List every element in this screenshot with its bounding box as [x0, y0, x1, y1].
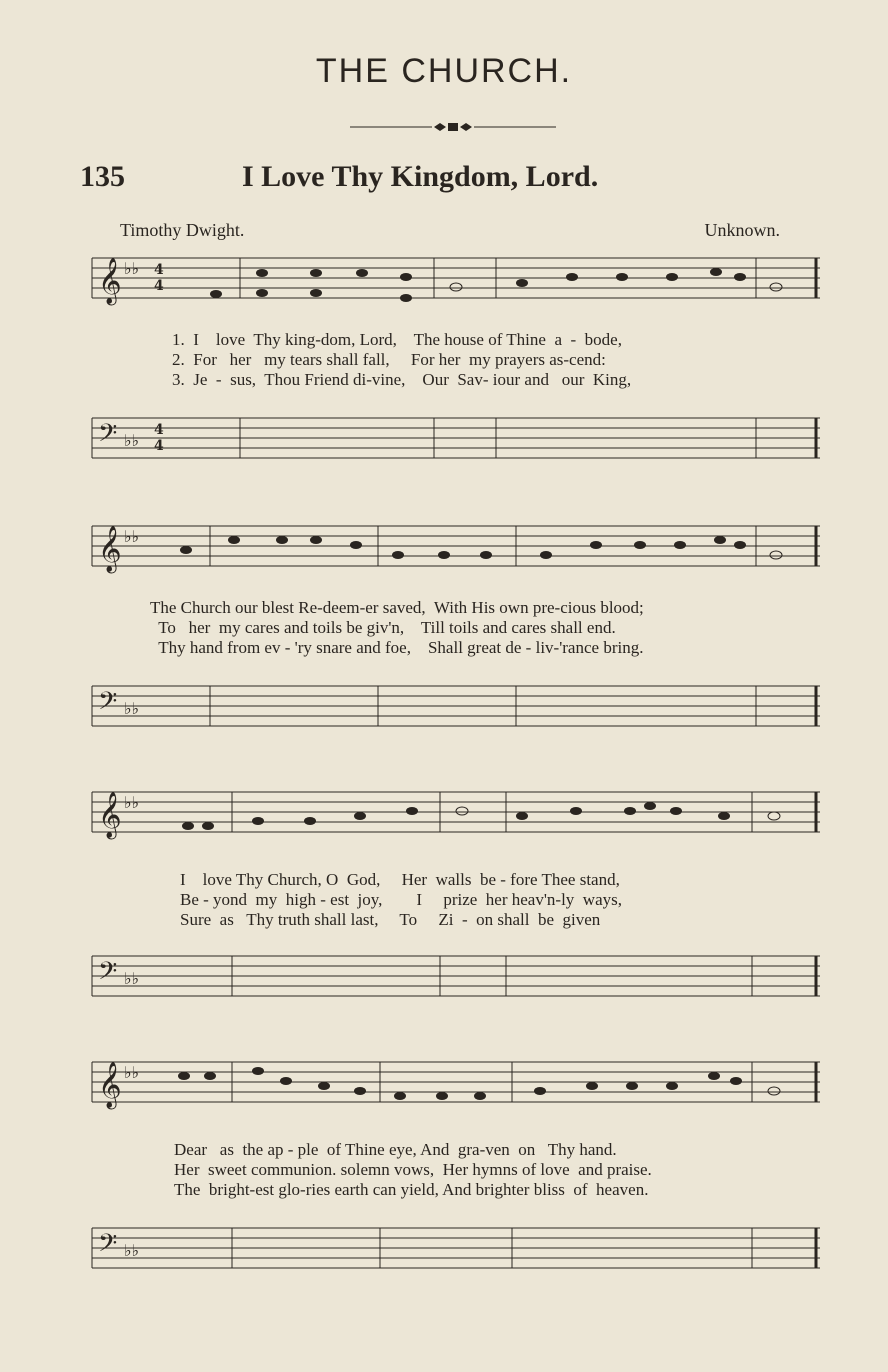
svg-text:𝄞: 𝄞: [98, 792, 122, 838]
treble-staff-2: [76, 518, 824, 578]
lyrics-verse-1: Dear as the ap - ple of Thine eye, And gra-ven on Thy hand.: [174, 1140, 617, 1159]
lyrics-verse-3: Thy hand from ev - 'ry snare and foe, Shall great de - liv-'rance bring.: [150, 638, 644, 657]
treble-staff-3: [76, 784, 824, 844]
svg-text:4: 4: [154, 278, 164, 294]
lyrics-verse-1: The Church our blest Re-deem-er saved, With His own pre-cious blood;: [150, 598, 644, 617]
svg-text:♭♭: ♭♭: [124, 259, 140, 278]
svg-text:𝄞: 𝄞: [98, 526, 122, 572]
lyrics-verse-2: To her my cares and toils be giv'n, Till toils and cares shall end.: [150, 618, 616, 637]
lyrics-verse-3: The bright-est glo-ries earth can yield, And brighter bliss of heaven.: [174, 1180, 649, 1199]
music-system-2: [76, 518, 824, 758]
ornament-divider: [350, 120, 556, 134]
music-system-4: [76, 1054, 824, 1304]
composer-credit: Unknown.: [704, 220, 780, 240]
svg-text:♭♭: ♭♭: [124, 969, 140, 988]
lyrics-verse-3: Sure as Thy truth shall last, To Zi - on shall be given: [180, 910, 601, 929]
treble-staff-1: [76, 250, 824, 310]
hymn-title: I Love Thy Kingdom, Lord.: [242, 160, 599, 193]
svg-text:𝄢: 𝄢: [98, 419, 118, 454]
bass-staff-2: [76, 678, 824, 738]
svg-text:♭♭: ♭♭: [124, 1063, 140, 1082]
svg-text:𝄞: 𝄞: [98, 1062, 122, 1108]
treble-staff-4: [76, 1054, 824, 1114]
svg-text:4: 4: [154, 262, 164, 278]
lyrics-verse-3: 3. Je - sus, Thou Friend di-vine, Our Sav- iour and our King,: [172, 370, 632, 389]
author-credit: Timothy Dwight.: [120, 220, 245, 240]
bass-staff-3: [76, 948, 824, 1008]
section-title: THE CHURCH.: [315, 52, 573, 90]
svg-text:♭♭: ♭♭: [124, 1241, 140, 1260]
lyrics-verse-1: I love Thy Church, O God, Her walls be - fore Thee stand,: [180, 870, 620, 889]
svg-text:𝄢: 𝄢: [98, 687, 118, 722]
bass-staff-4: [76, 1220, 824, 1282]
svg-text:4: 4: [154, 438, 164, 454]
svg-text:𝄢: 𝄢: [98, 1229, 118, 1264]
bass-staff-1: [76, 410, 824, 470]
svg-text:♭♭: ♭♭: [124, 431, 140, 450]
svg-text:𝄢: 𝄢: [98, 957, 118, 992]
svg-text:♭♭: ♭♭: [124, 527, 140, 546]
music-system-1: [76, 250, 824, 490]
svg-text:♭♭: ♭♭: [124, 699, 140, 718]
svg-text:𝄞: 𝄞: [98, 258, 122, 304]
lyrics-verse-2: Be - yond my high - est joy, I prize her heav'n-ly ways,: [180, 890, 622, 909]
hymn-number: 135: [80, 160, 125, 193]
lyrics-verse-2: 2. For her my tears shall fall, For her my prayers as-cend:: [172, 350, 606, 369]
lyrics-verse-1: 1. I love Thy king-dom, Lord, The house of Thine a - bode,: [172, 330, 622, 349]
lyrics-verse-2: Her sweet communion. solemn vows, Her hymns of love and praise.: [174, 1160, 652, 1179]
svg-text:♭♭: ♭♭: [124, 793, 140, 812]
svg-text:4: 4: [154, 422, 164, 438]
music-system-3: [76, 784, 824, 1024]
